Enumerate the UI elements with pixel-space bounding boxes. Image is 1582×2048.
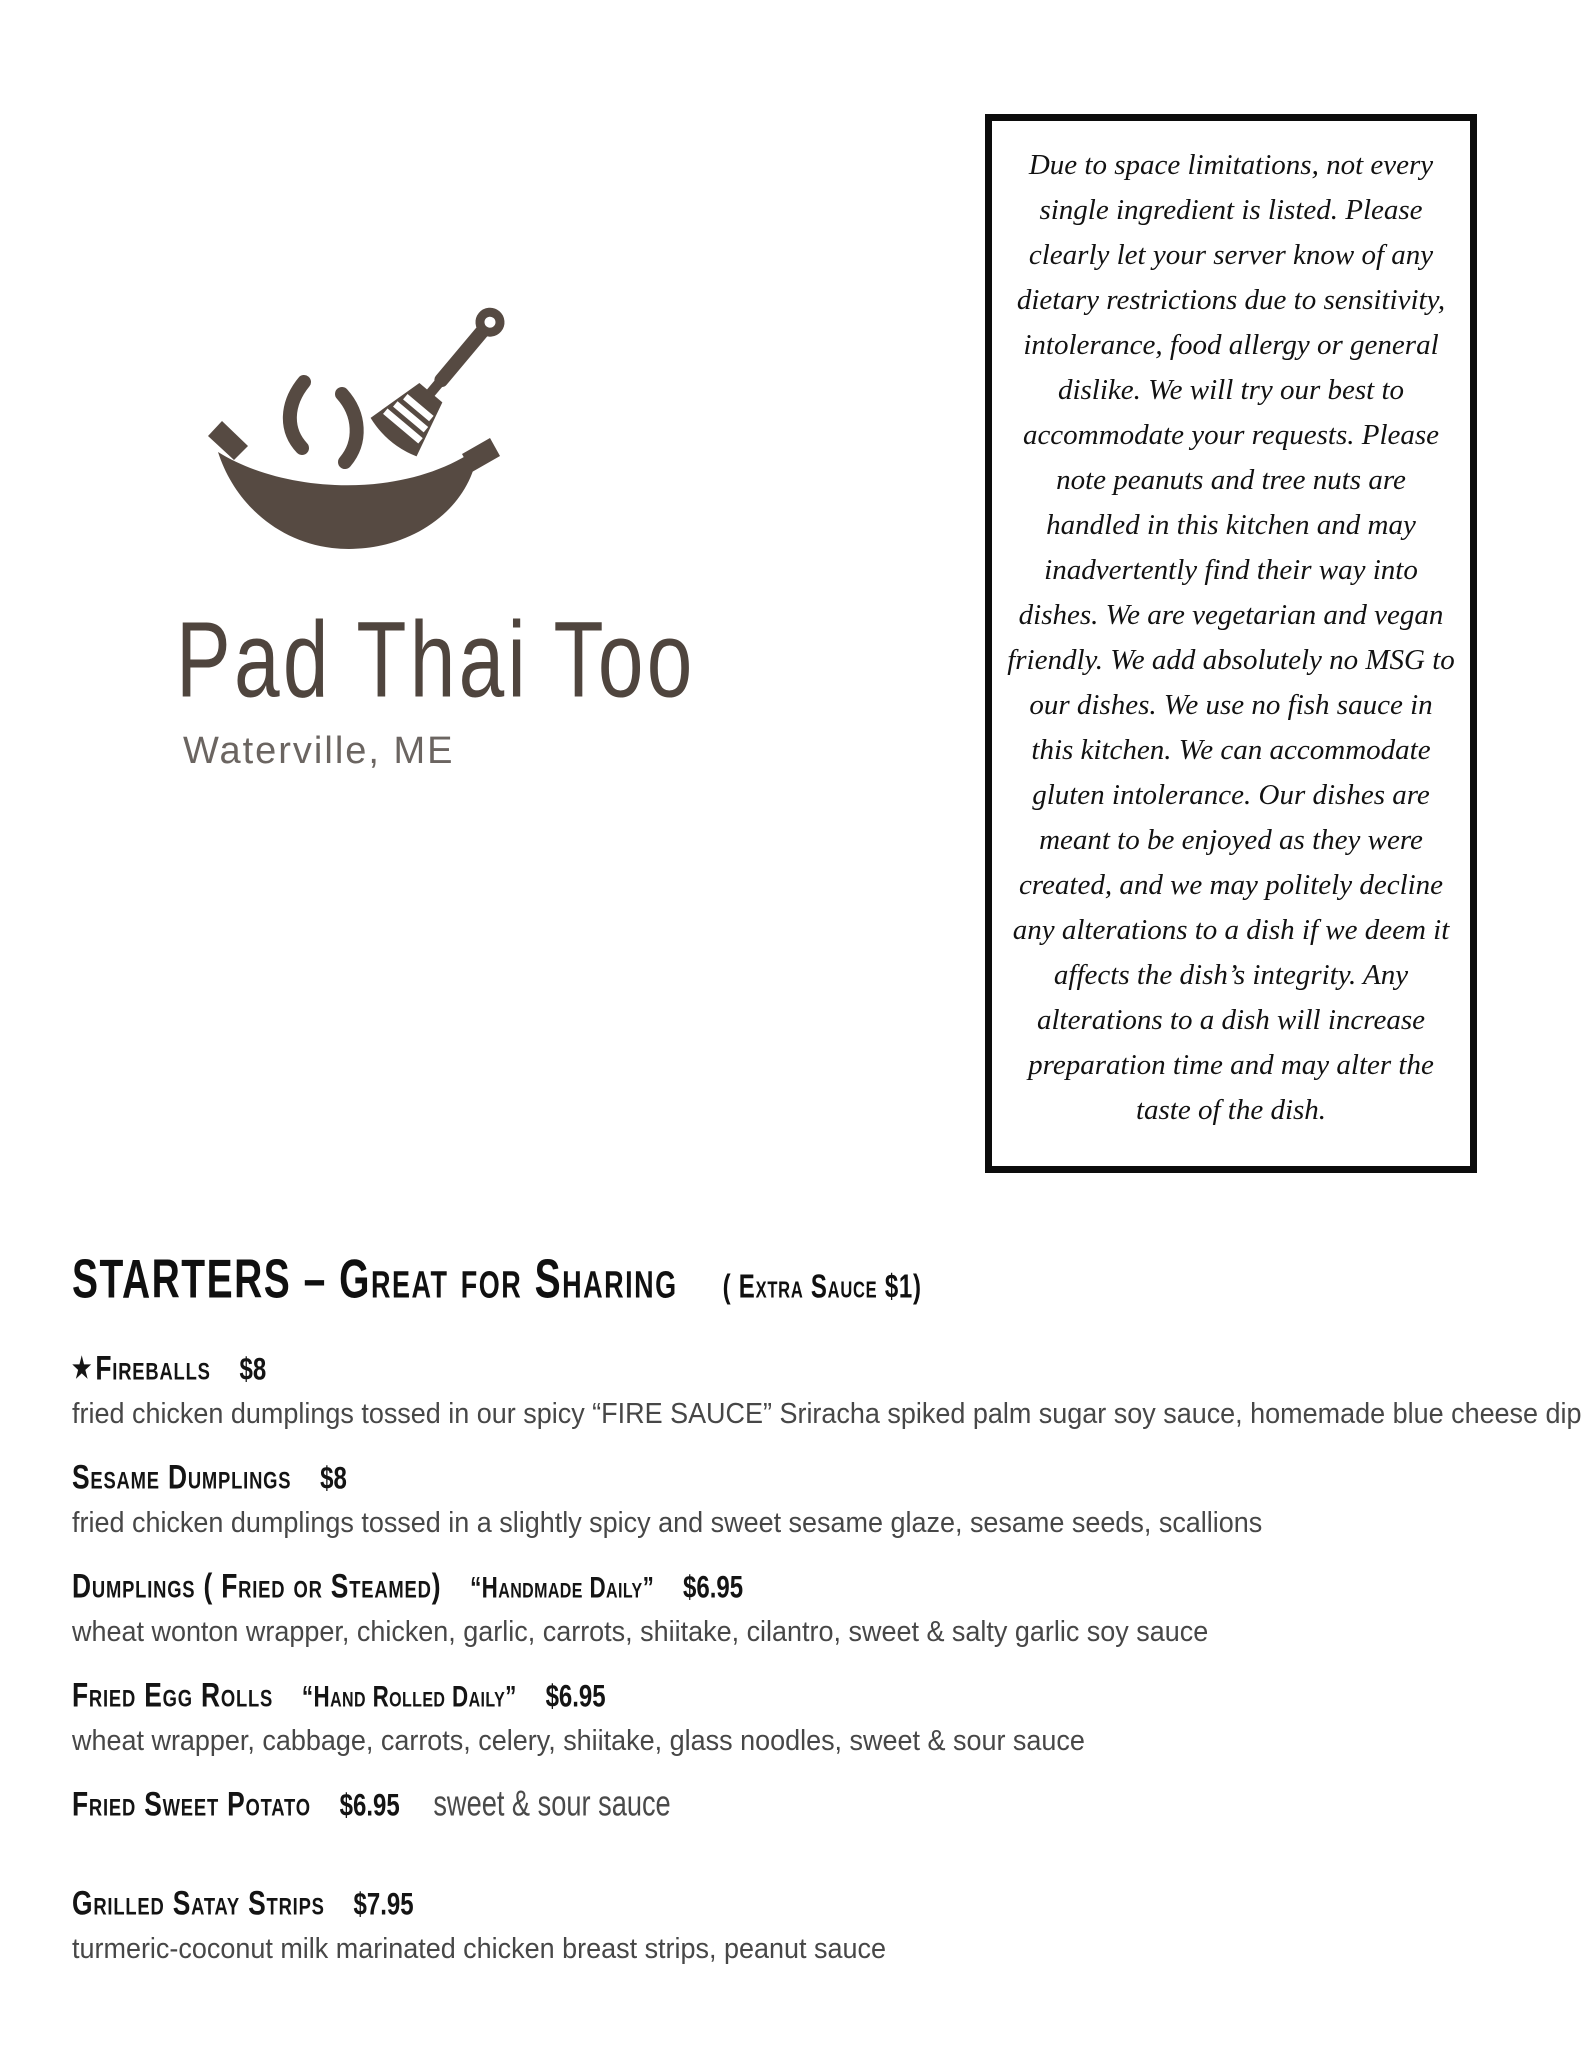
item-price: $7.95: [353, 1887, 414, 1922]
item-description: turmeric-coconut milk marinated chicken breast strips, peanut sauce: [72, 1933, 886, 1965]
item-price: $6.95: [339, 1788, 400, 1823]
section-title: STARTERS – Great for Sharing: [72, 1249, 678, 1310]
item-name: Grilled Satay Strips: [72, 1883, 325, 1922]
item-name: Sesame Dumplings: [72, 1457, 292, 1496]
dietary-notice-box: [985, 114, 1477, 1173]
item-price: $6.95: [545, 1679, 606, 1714]
item-title: [72, 1566, 1240, 1606]
menu-item-dumplings: [72, 1566, 1532, 1649]
menu-item-fried-egg-rolls: [72, 1675, 1532, 1758]
restaurant-name: Pad Thai Too: [176, 599, 696, 721]
menu-item-sesame-dumplings: [72, 1457, 1532, 1540]
item-title: [72, 1675, 1240, 1715]
wok-spatula-icon: [190, 290, 520, 620]
menu-item-grilled-satay-strips: [72, 1883, 1532, 1966]
menu-item-fireballs: [72, 1348, 1582, 1431]
item-price: $8: [239, 1352, 267, 1387]
item-name: Dumplings ( Fried or Steamed): [72, 1566, 442, 1605]
item-price: $6.95: [683, 1570, 744, 1605]
section-header: [72, 1248, 1167, 1311]
starters-section: [72, 1248, 1582, 1966]
restaurant-location: Waterville, ME: [183, 730, 455, 772]
item-description: wheat wrapper, cabbage, carrots, celery, shiitake, glass noodles, sweet & sour sauce: [72, 1725, 1085, 1757]
item-note: “Hand Rolled Daily”: [301, 1680, 517, 1713]
item-note: “Handmade Daily”: [470, 1571, 655, 1604]
item-description: fried chicken dumplings tossed in our spicy “FIRE SAUCE” Sriracha spiked palm sugar soy sauce, homemade blue cheese dip: [72, 1398, 1582, 1430]
item-title: [72, 1348, 1240, 1388]
menu-item-fried-sweet-potato: [72, 1784, 1532, 1823]
item-description: fried chicken dumplings tossed in a slightly spicy and sweet sesame glaze, sesame seeds, scallions: [72, 1507, 1263, 1539]
item-price: $8: [320, 1461, 347, 1496]
item-name: Fried Sweet Potato: [72, 1784, 311, 1823]
item-title: [72, 1883, 1240, 1923]
item-inline-description: sweet & sour sauce: [433, 1784, 671, 1824]
item-name: ★Fireballs: [72, 1348, 211, 1387]
star-icon: ★: [72, 1352, 93, 1384]
item-name: Fried Egg Rolls: [72, 1675, 274, 1714]
item-description: wheat wonton wrapper, chicken, garlic, carrots, shiitake, cilantro, sweet & salty garlic soy sauce: [72, 1616, 1209, 1648]
dietary-notice-text: Due to space limitations, not every single ingredient is listed. Please clearly let your server know of any dietary restrictions due to sensitivity, intolerance, food allergy or general dislike. We will try our best to accommodate your requests. Please note peanuts and tree nuts are handled in this kitchen and may inadvertently find their way into dishes. We are vegetarian and vegan friendly. We add absolutely no MSG to our dishes. We use no fish sauce in this kitchen. We can accommodate gluten intolerance. Our dishes are meant to be enjoyed as they were created, and we may politely decline any alterations to a dish if we deem it affects the dish’s integrity. Any alterations to a dish will increase preparation time and may alter the taste of the dish.: [1007, 149, 1455, 1126]
item-title: [72, 1457, 1240, 1497]
section-note: ( Extra Sauce $1): [722, 1266, 922, 1305]
item-title: [72, 1784, 1240, 1825]
